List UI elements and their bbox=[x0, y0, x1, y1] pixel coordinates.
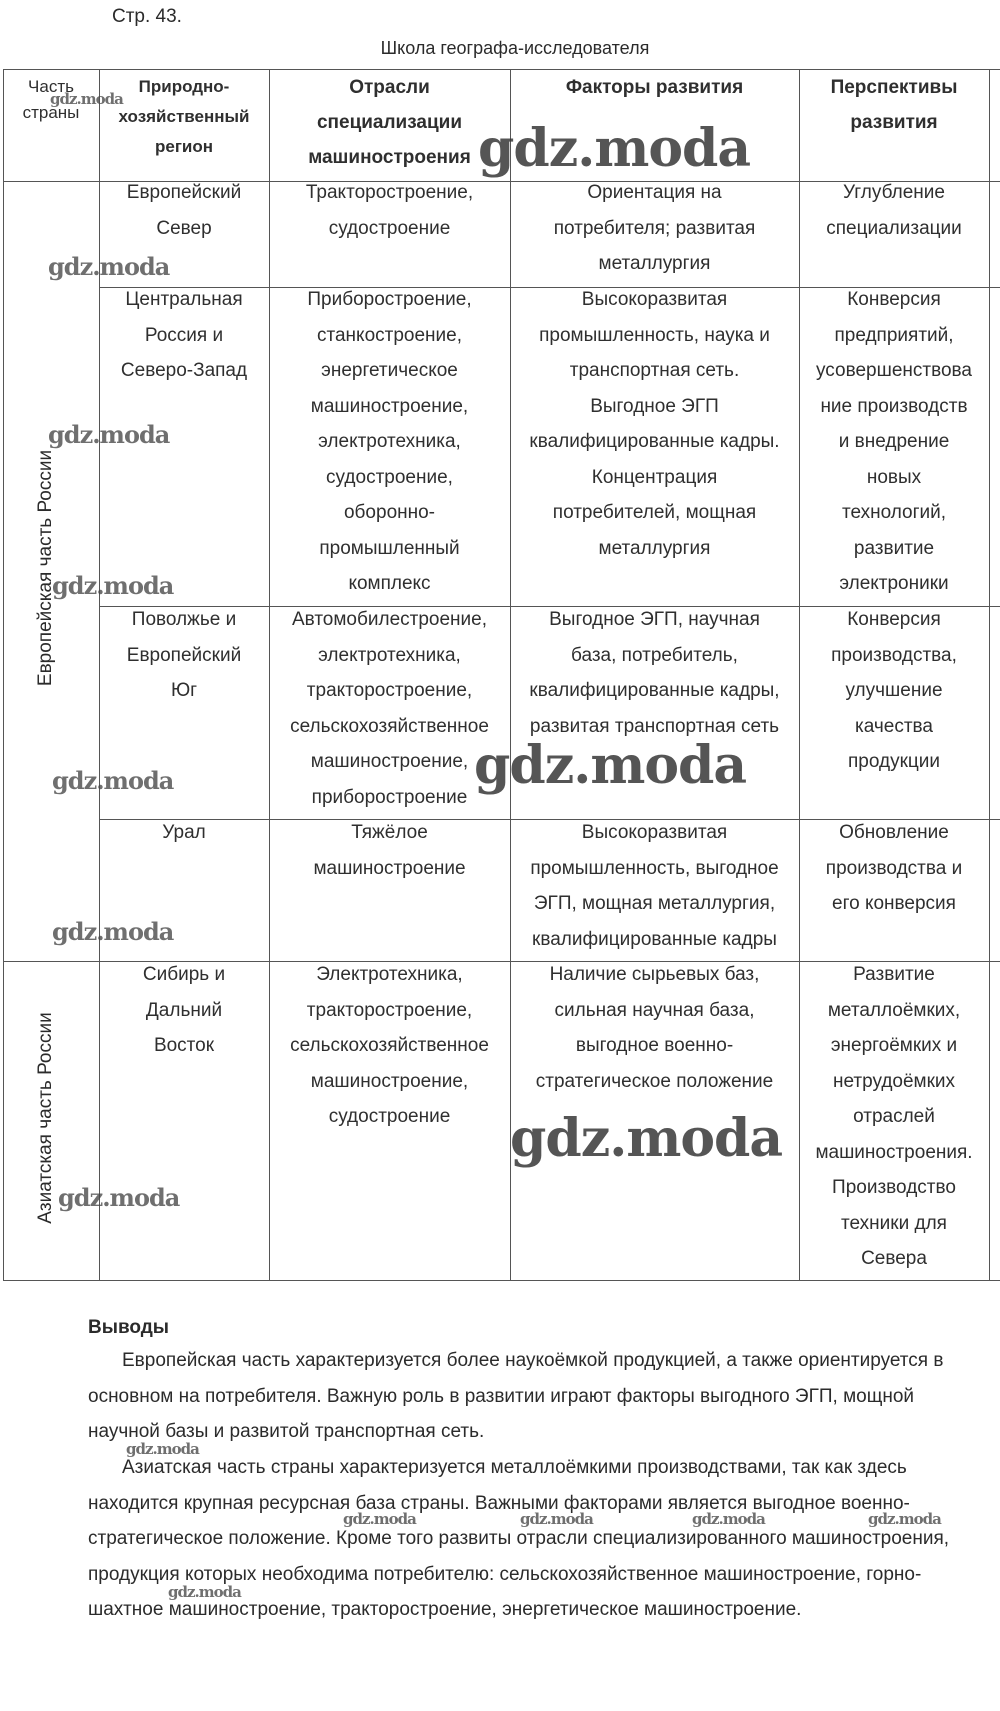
watermark: gdz.moda bbox=[168, 1583, 241, 1601]
table-border-left bbox=[3, 69, 4, 1280]
table-cell-factors: Выгодное ЭГП, научная база, потребитель, квалифицированные кадры, развитая транспортная сеть bbox=[529, 609, 780, 737]
document-title: Школа географа-исследователя bbox=[380, 38, 650, 58]
watermark: gdz.moda bbox=[520, 1510, 593, 1528]
watermark: gdz.moda bbox=[868, 1510, 941, 1528]
watermark: gdz.moda bbox=[48, 252, 170, 281]
group-label-asian: Азиатская часть России bbox=[35, 1012, 56, 1224]
table-cell-region: Сибирь и Дальний Восток bbox=[142, 964, 226, 1056]
table-cell-branches: Приборостроение, станкостроение, энергетическое машиностроение, электротехника, судостроение, оборонно- промышленный комплекс bbox=[307, 289, 472, 594]
table-border-bottom bbox=[3, 1280, 1000, 1281]
group-label-european: Европейская часть России bbox=[35, 449, 56, 687]
conclusion-paragraph: Азиатская часть страны характеризуется металлоёмкими производствами, так как здесь находится крупная ресурсная база страны. Важными факторами является выгодное военно-стратегическое положение. Кроме того развиты отрасли специализированного машиностроения, продукция которых необходима потребителю: сельскохозяйственное машиностроение, горно-шахтное машиностроение, тракторостроение, энергетическое машиностроение. bbox=[88, 1457, 950, 1620]
header-part: Часть страны bbox=[22, 77, 80, 122]
conclusion-paragraph: Европейская часть характеризуется более наукоёмкой продукцией, а также ориентируется в основном на потребителя. Важную роль в развитии играют факторы выгодного ЭГП, мощной научной базы и развитой транспортная сеть. bbox=[88, 1350, 944, 1442]
header-prospects: Перспективы развития bbox=[830, 77, 958, 133]
conclusions-title: Выводы bbox=[88, 1317, 170, 1338]
table-cell-branches: Тракторостроение, судостроение bbox=[305, 182, 474, 239]
watermark: gdz.moda bbox=[48, 420, 170, 449]
table-cell-factors: Высокоразвитая промышленность, выгодное ЭГП, мощная металлургия, квалифицированные кадры bbox=[530, 822, 779, 950]
table-cell-prospects: Углубление специализации bbox=[826, 182, 962, 239]
page-number: Стр. 43. bbox=[112, 6, 182, 27]
table-cell-prospects: Конверсия производства, улучшение качества продукции bbox=[831, 609, 957, 772]
watermark: gdz.moda bbox=[474, 735, 747, 796]
watermark: gdz.moda bbox=[126, 1440, 199, 1458]
header-region: Природно- хозяйственный регион bbox=[118, 77, 250, 156]
table-cell-prospects: Развитие металлоёмких, энергоёмких и нетрудоёмких отраслей машиностроения. Производство техники для Севера bbox=[815, 964, 973, 1269]
watermark: gdz.moda bbox=[58, 1183, 180, 1212]
table-cell-region: Поволжье и Европейский Юг bbox=[126, 609, 242, 701]
header-factors: Факторы развития bbox=[565, 77, 744, 98]
table-cell-region: Европейский Север bbox=[126, 182, 242, 239]
table-cell-branches: Электротехника, тракторостроение, сельскохозяйственное машиностроение, судостроение bbox=[290, 964, 489, 1127]
watermark: gdz.moda bbox=[52, 571, 174, 600]
watermark: gdz.moda bbox=[52, 766, 174, 795]
table-cell-prospects: Конверсия предприятий, усовершенствова ние производств и внедрение новых технологий, развитие электроники bbox=[816, 289, 972, 594]
watermark: gdz.moda bbox=[343, 1510, 416, 1528]
watermark: gdz.moda bbox=[510, 1108, 783, 1169]
table-cell-prospects: Обновление производства и его конверсия bbox=[825, 822, 963, 914]
watermark: gdz.moda bbox=[692, 1510, 765, 1528]
table-cell-factors: Высокоразвитая промышленность, наука и транспортная сеть. Выгодное ЭГП квалифицированные кадры. Концентрация потребителей, мощная металлургия bbox=[529, 289, 780, 559]
table-cell-factors: Ориентация на потребителя; развитая металлургия bbox=[553, 182, 756, 274]
watermark: gdz.moda bbox=[478, 118, 751, 179]
watermark: gdz.moda bbox=[52, 917, 174, 946]
table-cell-region: Урал bbox=[162, 822, 206, 843]
table-cell-region: Центральная Россия и Северо-Запад bbox=[120, 289, 248, 381]
table-cell-factors: Наличие сырьевых баз, сильная научная база, выгодное военно- стратегическое положение bbox=[535, 964, 774, 1092]
table-cell-branches: Автомобилестроение, электротехника, тракторостроение, сельскохозяйственное машиностроение, приборостроение bbox=[290, 609, 489, 808]
header-branches: Отрасли специализации машиностроения bbox=[308, 77, 471, 168]
table-cell-branches: Тяжёлое машиностроение bbox=[313, 822, 466, 879]
watermark: gdz.moda bbox=[50, 90, 123, 108]
table-border-right bbox=[989, 69, 990, 1280]
